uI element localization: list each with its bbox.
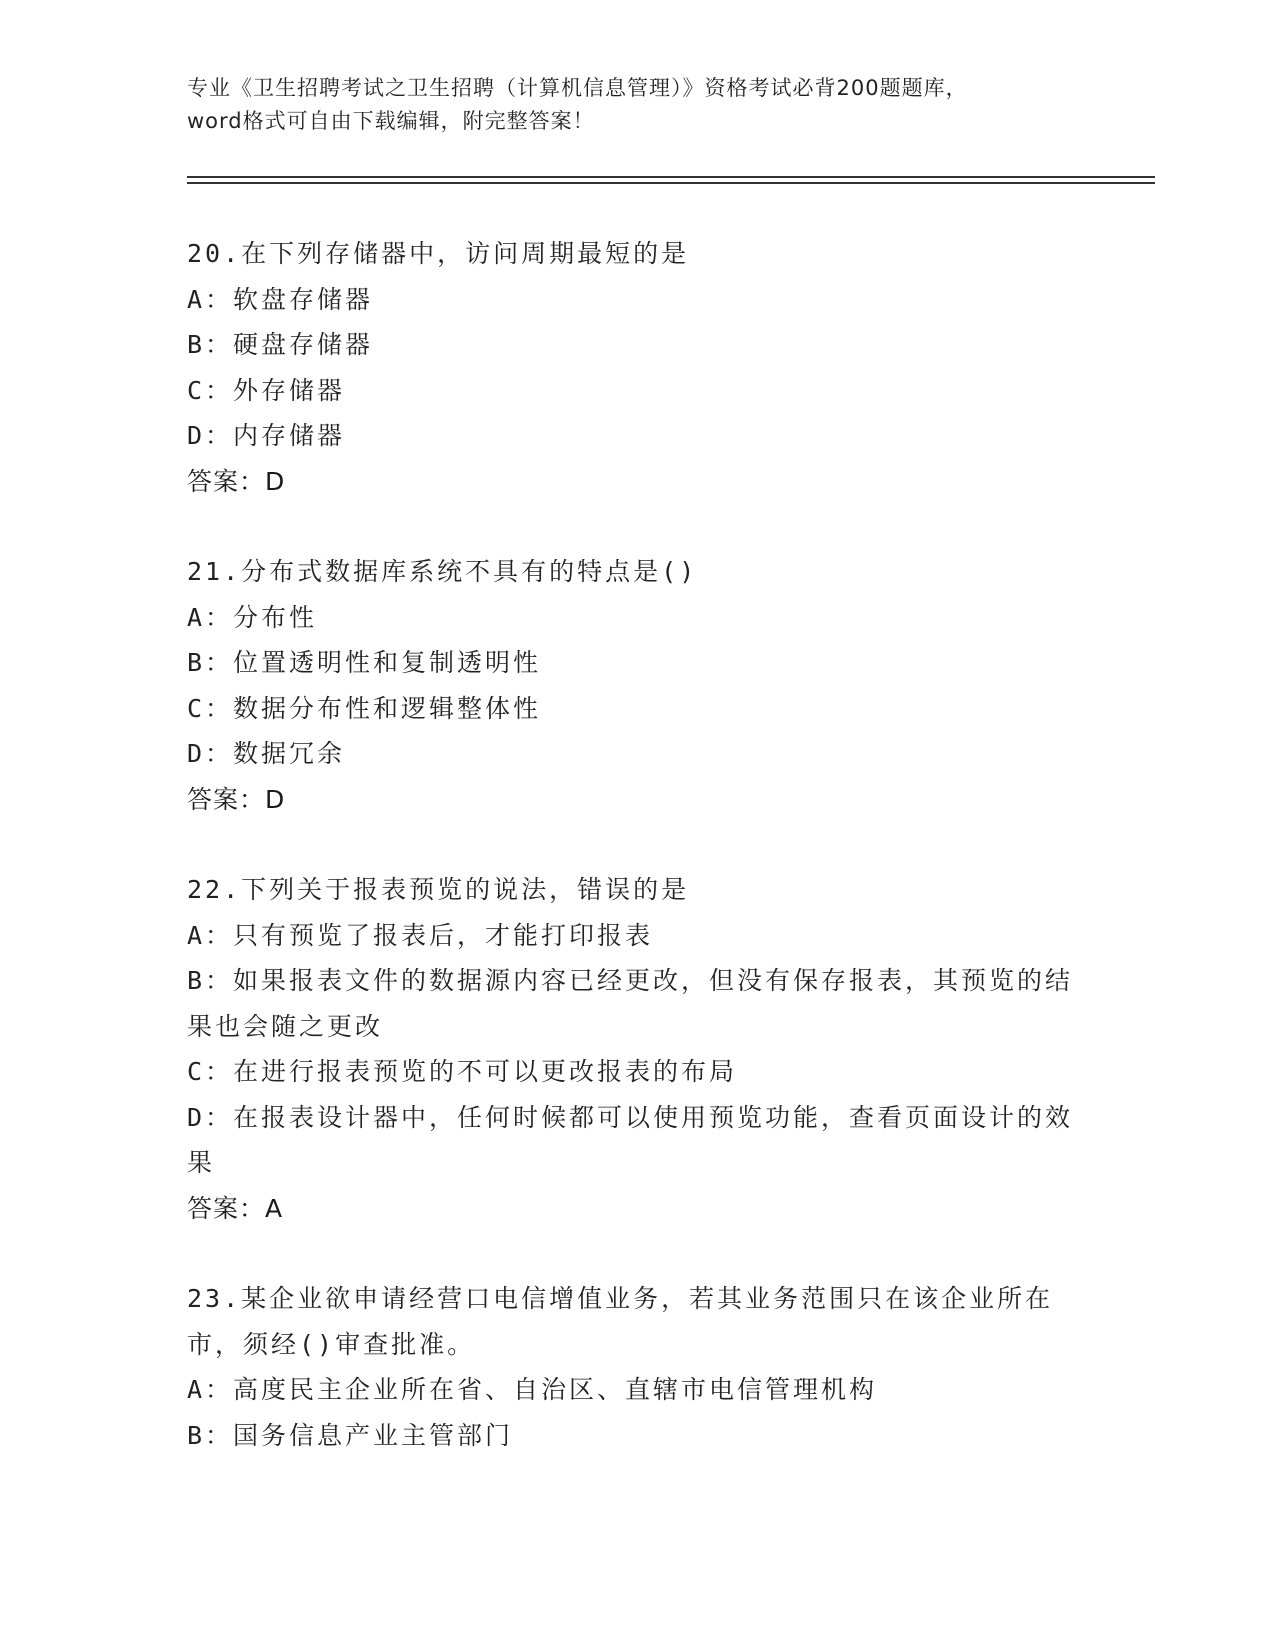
question-list xyxy=(187,231,1087,1458)
question-21 xyxy=(187,549,1087,822)
question-stem: 20.在下列存储器中，访问周期最短的是 xyxy=(187,239,690,268)
option-b: B：位置透明性和复制透明性 xyxy=(187,648,542,677)
option-a: A：高度民主企业所在省、自治区、直辖市电信管理机构 xyxy=(187,1375,878,1404)
option-d: D：数据冗余 xyxy=(187,739,346,768)
header-line-1: 专业《卫生招聘考试之卫生招聘（计算机信息管理）》资格考试必背200题题库， xyxy=(187,76,968,100)
question-stem: 23.某企业欲申请经营口电信增值业务，若其业务范围只在该企业所在市，须经()审查批准。 xyxy=(187,1284,1054,1359)
option-b: B：国务信息产业主管部门 xyxy=(187,1420,514,1450)
header-divider-bottom xyxy=(187,182,1155,184)
option-d: D：内存储器 xyxy=(187,421,346,450)
option-b: B：如果报表文件的数据源内容已经更改，但没有保存报表，其预览的结果也会随之更改 xyxy=(187,966,1074,1041)
option-c: C：外存储器 xyxy=(187,375,346,405)
question-stem: 21.分布式数据库系统不具有的特点是() xyxy=(187,557,698,586)
option-b: B：硬盘存储器 xyxy=(187,330,374,359)
option-c: C：在进行报表预览的不可以更改报表的布局 xyxy=(187,1057,738,1086)
answer-label: 答案：D xyxy=(187,784,286,814)
question-stem: 22.下列关于报表预览的说法，错误的是 xyxy=(187,875,690,904)
option-a: A：分布性 xyxy=(187,602,318,632)
document-header xyxy=(187,72,1087,138)
option-d: D：在报表设计器中，任何时候都可以使用预览功能，查看页面设计的效果 xyxy=(187,1102,1074,1177)
option-a: A：软盘存储器 xyxy=(187,284,374,314)
question-23 xyxy=(187,1276,1087,1458)
answer-label: 答案：A xyxy=(187,1193,284,1223)
question-20 xyxy=(187,231,1087,504)
header-line-2: word格式可自由下载编辑，附完整答案！ xyxy=(187,109,595,133)
answer-label: 答案：D xyxy=(187,466,286,496)
question-22 xyxy=(187,867,1087,1231)
header-divider-top xyxy=(187,176,1155,178)
option-a: A：只有预览了报表后，才能打印报表 xyxy=(187,920,654,950)
option-c: C：数据分布性和逻辑整体性 xyxy=(187,693,542,723)
